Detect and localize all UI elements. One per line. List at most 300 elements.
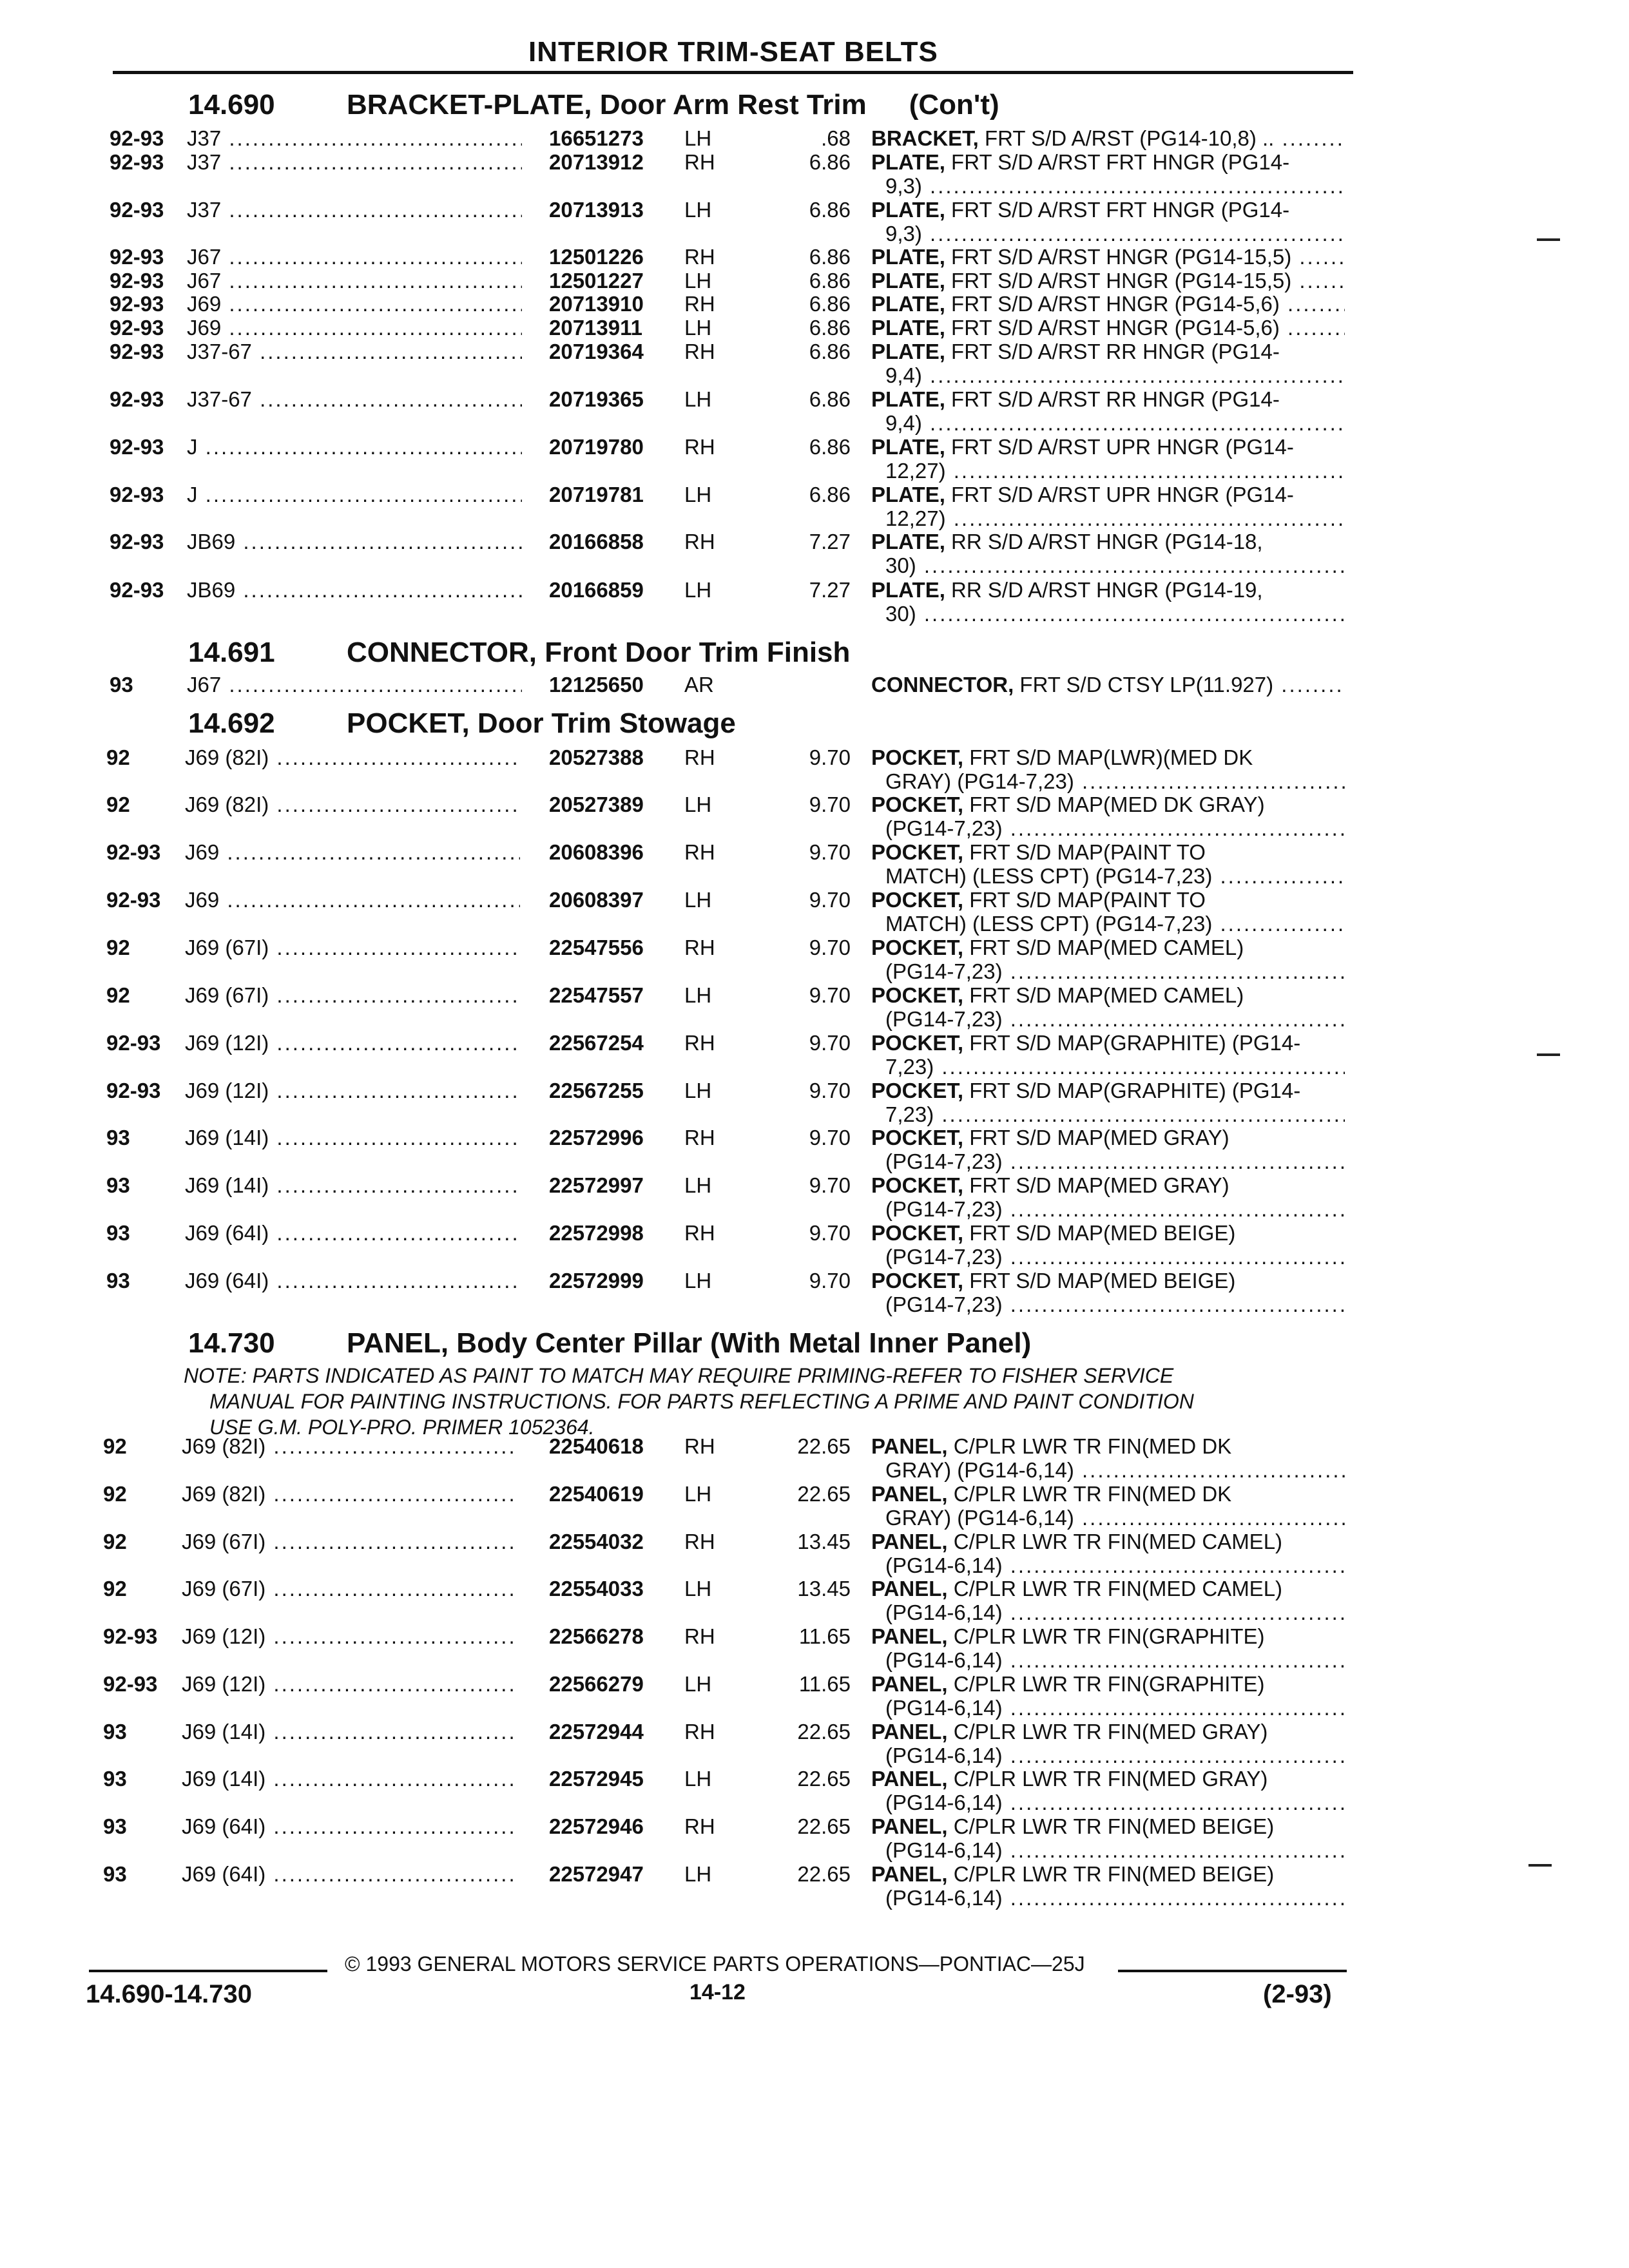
description-line	[871, 745, 1345, 769]
part-description	[871, 1126, 1345, 1173]
model-year: 92-93	[110, 126, 164, 150]
section-number: 14.691	[188, 637, 275, 668]
description-line	[871, 1434, 1345, 1458]
list-price: 22.65	[797, 1767, 851, 1791]
model-year: 93	[103, 1862, 127, 1886]
list-price: 11.65	[798, 1672, 851, 1696]
description-detail: FRT S/D MAP(LWR)(MED DK	[963, 745, 1253, 769]
page-title: INTERIOR TRIM-SEAT BELTS	[528, 36, 938, 68]
part-description	[871, 245, 1345, 269]
description-continuation: (PG14-7,23) .....	[871, 1197, 1345, 1221]
side-code: RH	[684, 745, 715, 769]
part-number: 22554032	[549, 1530, 644, 1553]
description-continuation: MATCH) (LESS CPT) (PG14-7,23) .....	[871, 912, 1345, 936]
model-year: 92-93	[103, 1672, 158, 1696]
description-detail: RR S/D A/RST HNGR (PG14-18,	[945, 530, 1263, 553]
model-code: J37 .....	[187, 198, 522, 222]
description-detail: RR S/D A/RST HNGR (PG14-19,	[945, 578, 1263, 602]
description-line	[871, 578, 1345, 602]
part-number: 20719364	[549, 340, 644, 363]
part-number: 16651273	[549, 126, 644, 150]
side-code: LH	[684, 983, 712, 1007]
model-year: 92-93	[110, 387, 164, 411]
description-noun: PANEL,	[871, 1767, 948, 1791]
model-year: 93	[103, 1720, 127, 1744]
description-detail: FRT S/D MAP(GRAPHITE) (PG14-	[963, 1079, 1301, 1102]
description-line	[871, 483, 1345, 506]
model-code: J69 (67I) .....	[185, 983, 520, 1007]
part-number: 20527388	[549, 745, 644, 769]
description-detail: C/PLR LWR TR FIN(MED GRAY)	[947, 1720, 1268, 1744]
description-noun: PLATE,	[871, 292, 945, 316]
list-price: 13.45	[797, 1577, 851, 1600]
description-detail: FRT S/D MAP(MED DK GRAY)	[963, 793, 1265, 816]
part-number: 20166858	[549, 530, 644, 553]
description-continuation: (PG14-6,14) .....	[871, 1696, 1345, 1720]
part-description	[871, 673, 1345, 697]
description-detail: C/PLR LWR TR FIN(MED DK	[947, 1482, 1232, 1506]
part-description	[871, 150, 1345, 198]
description-noun: POCKET,	[871, 793, 964, 816]
section-number: 14.692	[188, 707, 275, 739]
edge-mark	[1537, 238, 1560, 241]
description-noun: CONNECTOR,	[871, 673, 1014, 697]
description-continuation: 12,27) .....	[871, 506, 1345, 530]
header-rule	[113, 71, 1353, 74]
list-price: 6.86	[809, 198, 851, 222]
description-continuation: 7,23) .....	[871, 1055, 1345, 1079]
description-continuation: 12,27) .....	[871, 459, 1345, 483]
part-description	[871, 198, 1345, 245]
model-year: 92	[103, 1434, 127, 1458]
side-code: RH	[684, 1031, 715, 1055]
description-line	[871, 269, 1345, 293]
description-line	[871, 793, 1345, 816]
side-code: RH	[684, 1221, 715, 1245]
model-year: 92-93	[110, 150, 164, 174]
side-code: LH	[684, 578, 712, 602]
side-code: LH	[684, 269, 712, 293]
model-year: 92-93	[103, 1624, 158, 1648]
description-detail: FRT S/D A/RST UPR HNGR (PG14-	[945, 435, 1294, 459]
description-noun: PLATE,	[871, 316, 945, 340]
part-description	[871, 793, 1345, 840]
description-noun: PLATE,	[871, 387, 945, 411]
part-description	[871, 888, 1345, 936]
model-code: J69 (64I) .....	[182, 1814, 517, 1838]
part-number: 22572946	[549, 1814, 644, 1838]
list-price: 7.27	[809, 530, 851, 553]
description-detail: C/PLR LWR TR FIN(MED CAMEL)	[947, 1577, 1283, 1600]
description-line	[871, 1031, 1345, 1055]
description-continuation: 9,3) .....	[871, 222, 1345, 245]
side-code: LH	[684, 1862, 712, 1886]
model-code: J69 (14I) .....	[185, 1173, 520, 1197]
section-title: CONNECTOR, Front Door Trim Finish	[347, 637, 851, 668]
side-code: RH	[684, 245, 715, 269]
description-noun: POCKET,	[871, 1079, 964, 1102]
part-number: 22554033	[549, 1577, 644, 1600]
description-detail: C/PLR LWR TR FIN(MED BEIGE)	[947, 1862, 1275, 1886]
side-code: LH	[684, 1482, 712, 1506]
side-code: LH	[684, 793, 712, 816]
section-note	[184, 1363, 1194, 1440]
description-continuation: (PG14-6,14) .....	[871, 1553, 1345, 1577]
model-code: J69 (64I) .....	[185, 1221, 520, 1245]
list-price: 7.27	[809, 578, 851, 602]
model-year: 92-93	[110, 483, 164, 506]
part-number: 12501226	[549, 245, 644, 269]
side-code: LH	[684, 1269, 712, 1293]
list-price: 22.65	[797, 1862, 851, 1886]
description-detail: FRT S/D MAP(PAINT TO	[963, 840, 1206, 864]
description-noun: POCKET,	[871, 840, 964, 864]
description-continuation: (PG14-7,23) .....	[871, 1293, 1345, 1316]
part-description	[871, 983, 1345, 1031]
side-code: RH	[684, 1814, 715, 1838]
description-line	[871, 150, 1345, 174]
part-description	[871, 1767, 1345, 1814]
section-title: POCKET, Door Trim Stowage	[347, 707, 736, 739]
part-number: 20608397	[549, 888, 644, 912]
model-code: J67 .....	[187, 269, 522, 293]
description-noun: PLATE,	[871, 198, 945, 222]
side-code: RH	[684, 340, 715, 363]
side-code: RH	[684, 530, 715, 553]
description-noun: PLATE,	[871, 340, 945, 363]
part-number: 20713911	[549, 316, 643, 340]
model-code: J69 (67I) .....	[182, 1577, 517, 1600]
list-price: 9.70	[809, 840, 851, 864]
part-number: 22567254	[549, 1031, 644, 1055]
section-header	[188, 89, 999, 122]
side-code: LH	[684, 1173, 712, 1197]
description-noun: POCKET,	[871, 1173, 964, 1197]
description-detail: C/PLR LWR TR FIN(GRAPHITE)	[947, 1624, 1265, 1648]
side-code: RH	[684, 150, 715, 174]
model-code: JB69 .....	[187, 578, 522, 602]
side-code: LH	[684, 126, 712, 150]
description-line	[871, 292, 1345, 316]
model-year: 92	[103, 1482, 127, 1506]
model-code: J69 (12I) .....	[185, 1031, 520, 1055]
model-code: J69 .....	[185, 840, 520, 864]
part-number: 20608396	[549, 840, 644, 864]
list-price: 6.86	[809, 435, 851, 459]
description-continuation: 9,3) .....	[871, 174, 1345, 198]
part-description	[871, 1862, 1345, 1910]
description-line	[871, 198, 1345, 222]
description-noun: POCKET,	[871, 936, 964, 959]
description-detail: FRT S/D MAP(PAINT TO	[963, 888, 1206, 912]
model-year: 92-93	[110, 292, 164, 316]
part-number: 20719365	[549, 387, 644, 411]
description-line	[871, 435, 1345, 459]
list-price: 6.86	[809, 316, 851, 340]
description-noun: PANEL,	[871, 1862, 948, 1886]
model-year: 92-93	[110, 316, 164, 340]
section-number: 14.690	[188, 89, 275, 120]
model-code: J69 (82I) .....	[182, 1482, 517, 1506]
side-code: LH	[684, 316, 712, 340]
description-detail: FRT S/D MAP(MED BEIGE)	[963, 1269, 1236, 1293]
list-price: 9.70	[809, 1173, 851, 1197]
description-detail: FRT S/D A/RST (PG14-10,8) ..	[978, 126, 1275, 150]
description-continuation: (PG14-6,14) .....	[871, 1648, 1345, 1672]
description-detail: FRT S/D MAP(MED GRAY)	[963, 1126, 1229, 1149]
model-year: 92	[106, 983, 130, 1007]
part-number: 22572945	[549, 1767, 644, 1791]
description-noun: PLATE,	[871, 435, 945, 459]
description-line	[871, 387, 1345, 411]
list-price: 13.45	[797, 1530, 851, 1553]
edge-mark	[1528, 1864, 1552, 1867]
description-detail: FRT S/D MAP(GRAPHITE) (PG14-	[963, 1031, 1301, 1055]
description-line	[871, 673, 1345, 697]
description-line	[871, 1767, 1345, 1791]
model-code: J69 .....	[187, 316, 522, 340]
description-line	[871, 1624, 1345, 1648]
description-line	[871, 1862, 1345, 1886]
model-year: 92	[103, 1530, 127, 1553]
part-description	[871, 840, 1345, 888]
part-number: 22540618	[549, 1434, 644, 1458]
description-continuation: 9,4) .....	[871, 411, 1345, 435]
description-line	[871, 1173, 1345, 1197]
part-description	[871, 1173, 1345, 1221]
model-code: J69 (64I) .....	[185, 1269, 520, 1293]
model-year: 92-93	[110, 340, 164, 363]
part-description	[871, 435, 1345, 483]
model-year: 93	[106, 1269, 130, 1293]
model-code: J69 (82I) .....	[185, 793, 520, 816]
model-year: 92-93	[110, 198, 164, 222]
footer-rule-left	[89, 1970, 327, 1972]
side-code: RH	[684, 1530, 715, 1553]
description-detail: FRT S/D A/RST HNGR (PG14-15,5)	[945, 245, 1292, 269]
description-continuation: (PG14-6,14) .....	[871, 1838, 1345, 1862]
model-year: 92	[106, 793, 130, 816]
description-noun: POCKET,	[871, 1126, 964, 1149]
description-line	[871, 126, 1345, 150]
part-description	[871, 126, 1345, 150]
side-code: RH	[684, 1720, 715, 1744]
description-noun: POCKET,	[871, 1031, 964, 1055]
description-noun: POCKET,	[871, 1221, 964, 1245]
model-year: 92	[103, 1577, 127, 1600]
side-code: RH	[684, 435, 715, 459]
list-price: 9.70	[809, 1079, 851, 1102]
list-price: 22.65	[797, 1720, 851, 1744]
description-noun: PLATE,	[871, 483, 945, 506]
part-description	[871, 578, 1345, 626]
model-code: J37-67 .....	[187, 387, 522, 411]
part-number: 22566278	[549, 1624, 644, 1648]
description-continuation: (PG14-6,14) .....	[871, 1744, 1345, 1767]
part-number: 22572999	[549, 1269, 644, 1293]
side-code: AR	[684, 673, 714, 697]
description-detail: C/PLR LWR TR FIN(MED CAMEL)	[947, 1530, 1283, 1553]
part-description	[871, 292, 1345, 316]
description-noun: PANEL,	[871, 1672, 948, 1696]
model-code: J69 (12I) .....	[185, 1079, 520, 1102]
list-price: 6.86	[809, 340, 851, 363]
description-detail: C/PLR LWR TR FIN(MED GRAY)	[947, 1767, 1268, 1791]
part-number: 22566279	[549, 1672, 644, 1696]
part-description	[871, 745, 1345, 793]
description-line	[871, 1577, 1345, 1600]
description-detail: FRT S/D CTSY LP(11.927)	[1014, 673, 1274, 697]
part-description	[871, 530, 1345, 577]
side-code: RH	[684, 1126, 715, 1149]
model-year: 93	[103, 1814, 127, 1838]
part-description	[871, 1530, 1345, 1577]
description-detail: C/PLR LWR TR FIN(MED DK	[947, 1434, 1232, 1458]
side-code: LH	[684, 198, 712, 222]
part-number: 22572997	[549, 1173, 644, 1197]
description-detail: FRT S/D MAP(MED CAMEL)	[963, 983, 1244, 1007]
description-noun: PLATE,	[871, 578, 945, 602]
part-description	[871, 1577, 1345, 1624]
part-description	[871, 1221, 1345, 1269]
description-line	[871, 1530, 1345, 1553]
description-noun: PANEL,	[871, 1814, 948, 1838]
model-year: 92-93	[106, 888, 161, 912]
part-number: 12501227	[549, 269, 644, 293]
model-code: J69 (64I) .....	[182, 1862, 517, 1886]
description-noun: PLATE,	[871, 530, 945, 553]
footer-rule-right	[1118, 1970, 1347, 1972]
part-description	[871, 483, 1345, 530]
model-year: 93	[106, 1126, 130, 1149]
description-noun: PLATE,	[871, 269, 945, 293]
model-year: 92-93	[106, 840, 161, 864]
description-detail: FRT S/D A/RST HNGR (PG14-15,5)	[945, 269, 1292, 293]
part-description	[871, 1814, 1345, 1862]
section-title: BRACKET-PLATE, Door Arm Rest Trim	[347, 89, 867, 120]
model-year: 92-93	[110, 578, 164, 602]
part-description	[871, 387, 1345, 435]
model-code: J69 (14I) .....	[182, 1720, 517, 1744]
side-code: RH	[684, 292, 715, 316]
description-continuation: MATCH) (LESS CPT) (PG14-7,23) .....	[871, 864, 1345, 888]
part-number: 20166859	[549, 578, 644, 602]
side-code: LH	[684, 1079, 712, 1102]
description-noun: POCKET,	[871, 745, 964, 769]
part-number: 22572998	[549, 1221, 644, 1245]
model-code: J69 (82I) .....	[185, 745, 520, 769]
description-line	[871, 1720, 1345, 1744]
model-code: J .....	[187, 435, 522, 459]
part-number: 20713913	[549, 198, 644, 222]
model-code: J37 .....	[187, 150, 522, 174]
part-description	[871, 1269, 1345, 1316]
description-line	[871, 1221, 1345, 1245]
description-detail: FRT S/D A/RST RR HNGR (PG14-	[945, 340, 1280, 363]
description-noun: PLATE,	[871, 150, 945, 174]
section-header	[188, 1327, 1031, 1361]
description-line	[871, 245, 1345, 269]
note-line: NOTE: PARTS INDICATED AS PAINT TO MATCH MAY REQUIRE PRIMING-REFER TO FISHER SERVICE	[184, 1364, 1174, 1387]
model-year: 93	[110, 673, 133, 697]
model-code: J69 .....	[187, 292, 522, 316]
list-price: 9.70	[809, 983, 851, 1007]
description-continuation: 30) .....	[871, 553, 1345, 577]
list-price: 9.70	[809, 1269, 851, 1293]
description-continuation: (PG14-7,23) .....	[871, 1245, 1345, 1269]
model-code: J69 (67I) .....	[185, 936, 520, 959]
part-description	[871, 1434, 1345, 1482]
description-detail: FRT S/D A/RST UPR HNGR (PG14-	[945, 483, 1294, 506]
description-detail: FRT S/D A/RST HNGR (PG14-5,6)	[945, 292, 1280, 316]
model-code: J69 .....	[185, 888, 520, 912]
section-header	[188, 707, 736, 741]
part-number: 20713910	[549, 292, 644, 316]
list-price: 22.65	[797, 1434, 851, 1458]
part-number: 22547557	[549, 983, 644, 1007]
part-number: 20713912	[549, 150, 644, 174]
part-description	[871, 1079, 1345, 1126]
part-number: 22572947	[549, 1862, 644, 1886]
footer-section-range: 14.690-14.730	[86, 1980, 253, 2008]
description-continuation: (PG14-7,23) .....	[871, 1149, 1345, 1173]
side-code: LH	[684, 888, 712, 912]
side-code: RH	[684, 936, 715, 959]
model-code: J69 (82I) .....	[182, 1434, 517, 1458]
model-code: JB69 .....	[187, 530, 522, 553]
model-code: J69 (12I) .....	[182, 1624, 517, 1648]
description-line	[871, 983, 1345, 1007]
model-year: 92	[106, 745, 130, 769]
description-noun: PANEL,	[871, 1624, 948, 1648]
list-price: 9.70	[809, 936, 851, 959]
model-code: J .....	[187, 483, 522, 506]
part-number: 12125650	[549, 673, 644, 697]
list-price: 6.86	[809, 292, 851, 316]
description-line	[871, 1269, 1345, 1293]
list-price: 6.86	[809, 150, 851, 174]
description-detail: FRT S/D MAP(MED GRAY)	[963, 1173, 1229, 1197]
model-year: 92-93	[110, 435, 164, 459]
description-noun: POCKET,	[871, 1269, 964, 1293]
description-continuation: (PG14-7,23) .....	[871, 816, 1345, 840]
part-number: 22572996	[549, 1126, 644, 1149]
description-continuation: 7,23) .....	[871, 1102, 1345, 1126]
part-number: 22540619	[549, 1482, 644, 1506]
list-price: .68	[821, 126, 851, 150]
model-code: J69 (14I) .....	[185, 1126, 520, 1149]
model-code: J69 (12I) .....	[182, 1672, 517, 1696]
description-detail: FRT S/D MAP(MED BEIGE)	[963, 1221, 1236, 1245]
description-continuation: (PG14-6,14) .....	[871, 1791, 1345, 1814]
part-number: 22572944	[549, 1720, 644, 1744]
description-line	[871, 1079, 1345, 1102]
section-continued: (Con't)	[909, 89, 999, 120]
description-detail: C/PLR LWR TR FIN(GRAPHITE)	[947, 1672, 1265, 1696]
side-code: LH	[684, 1767, 712, 1791]
part-number: 22567255	[549, 1079, 644, 1102]
description-line	[871, 340, 1345, 363]
part-description	[871, 269, 1345, 293]
list-price: 9.70	[809, 1126, 851, 1149]
list-price: 22.65	[797, 1814, 851, 1838]
description-continuation: 9,4) .....	[871, 363, 1345, 387]
description-line	[871, 936, 1345, 959]
list-price: 6.86	[809, 245, 851, 269]
description-line	[871, 530, 1345, 553]
description-continuation: GRAY) (PG14-6,14) .....	[871, 1458, 1345, 1482]
model-code: J37 .....	[187, 126, 522, 150]
